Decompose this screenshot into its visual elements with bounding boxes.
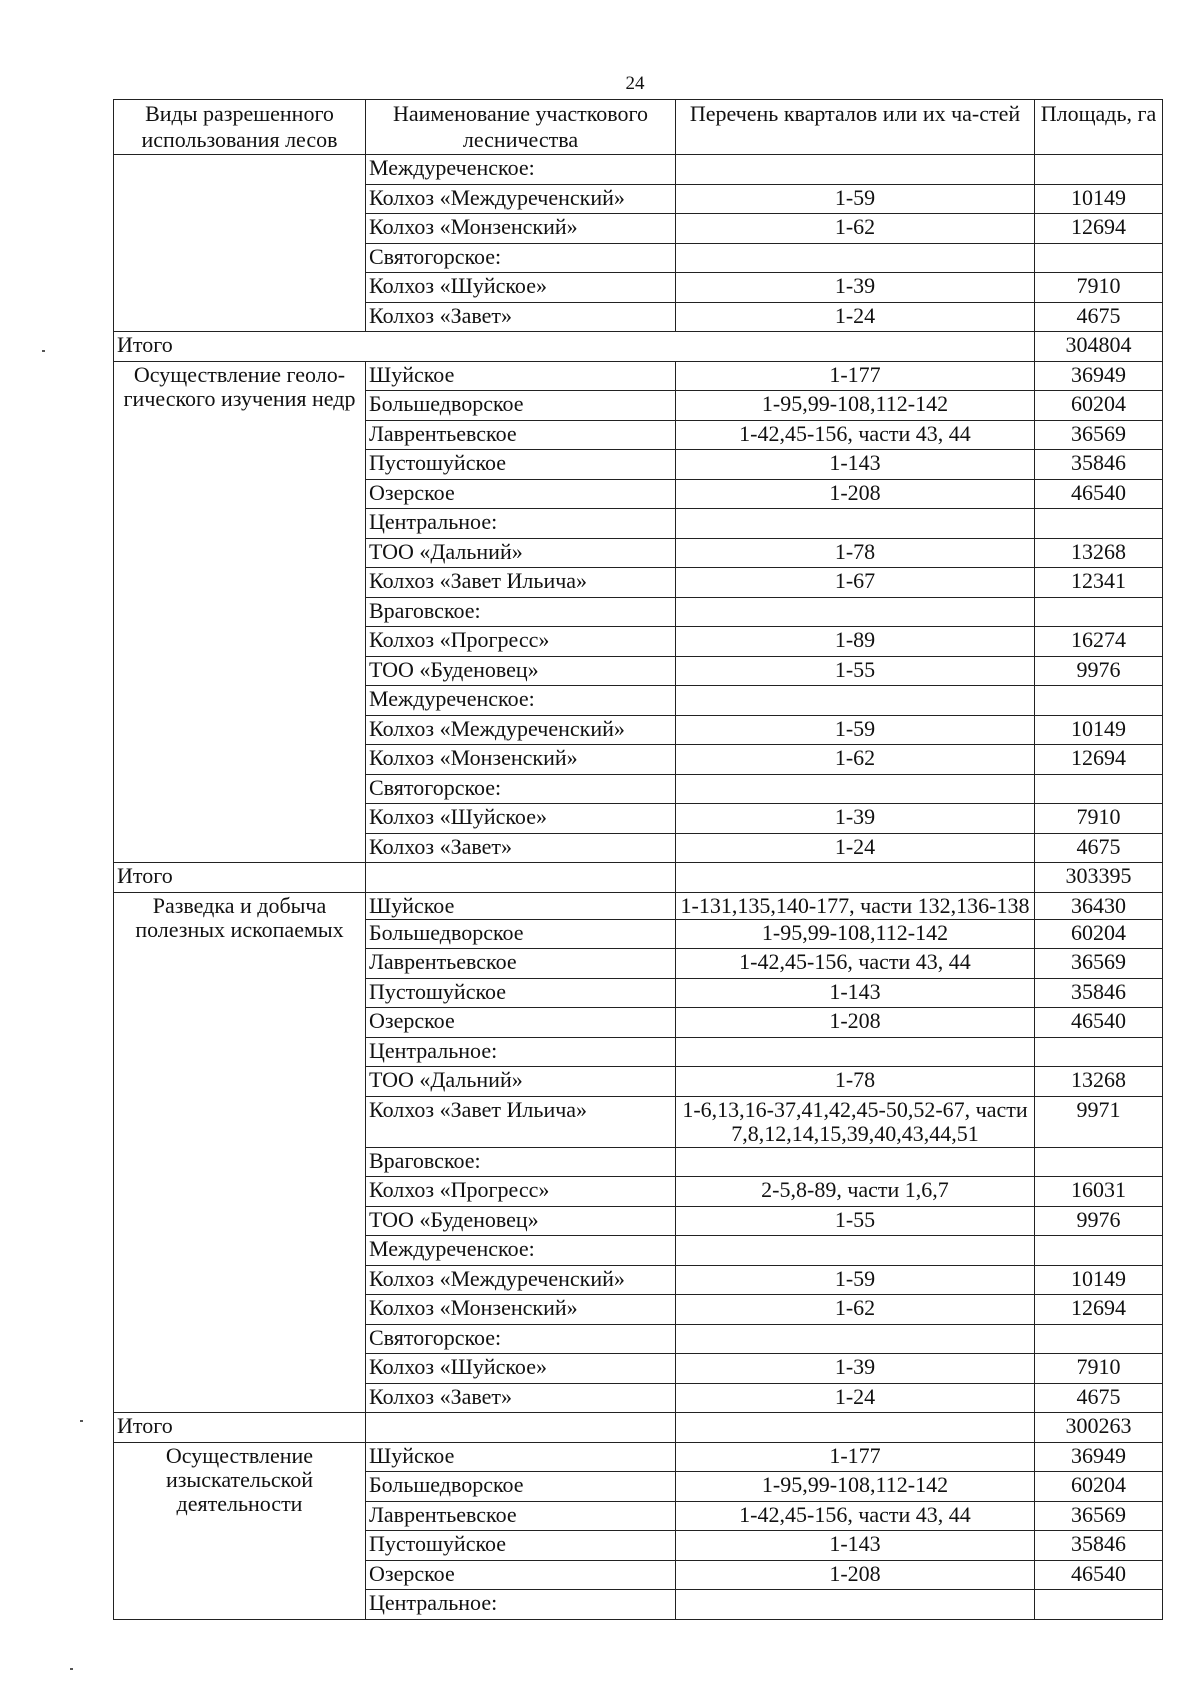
quarters-list: 2-5,8-89, части 1,6,7 xyxy=(676,1177,1035,1207)
forestry-name: Междуреченское: xyxy=(366,155,676,185)
area-value: 35846 xyxy=(1035,978,1163,1008)
total-area: 300263 xyxy=(1035,1413,1163,1443)
area-value: 10149 xyxy=(1035,1265,1163,1295)
area-value: 13268 xyxy=(1035,1067,1163,1097)
quarters-list xyxy=(676,686,1035,716)
quarters-list: 1-6,13,16-37,41,42,45-50,52-67, части 7,8,12,14,15,39,40,43,44,51 xyxy=(676,1096,1035,1147)
area-value xyxy=(1035,1324,1163,1354)
forestry-name: Колхоз «Междуреченский» xyxy=(366,1265,676,1295)
header-use: Виды разрешенного использования лесов xyxy=(114,100,366,155)
area-value: 60204 xyxy=(1035,391,1163,421)
forestry-name: Озерское xyxy=(366,479,676,509)
forestry-name: Святогорское: xyxy=(366,774,676,804)
quarters-list: 1-95,99-108,112-142 xyxy=(676,391,1035,421)
area-value: 36569 xyxy=(1035,1501,1163,1531)
forestry-name: Колхоз «Монзенский» xyxy=(366,214,676,244)
quarters-list xyxy=(676,774,1035,804)
forestry-name: Пустошуйское xyxy=(366,978,676,1008)
forestry-name: Шуйское xyxy=(366,1442,676,1472)
area-value: 7910 xyxy=(1035,273,1163,303)
total-area: 303395 xyxy=(1035,863,1163,893)
quarters-list: 1-143 xyxy=(676,450,1035,480)
area-value: 12694 xyxy=(1035,1295,1163,1325)
quarters-list: 1-143 xyxy=(676,978,1035,1008)
area-value: 16274 xyxy=(1035,627,1163,657)
quarters-list xyxy=(676,1037,1035,1067)
forestry-name: Центральное: xyxy=(366,1037,676,1067)
area-value xyxy=(1035,1037,1163,1067)
empty-cell xyxy=(366,1413,676,1443)
area-value xyxy=(1035,243,1163,273)
empty-cell xyxy=(676,1413,1035,1443)
forestry-name: Колхоз «Шуйское» xyxy=(366,804,676,834)
forestry-name: Междуреченское: xyxy=(366,1236,676,1266)
forestry-name: Колхоз «Монзенский» xyxy=(366,1295,676,1325)
quarters-list: 1-59 xyxy=(676,184,1035,214)
quarters-list: 1-24 xyxy=(676,833,1035,863)
area-value: 12341 xyxy=(1035,568,1163,598)
forestry-name: Большедворское xyxy=(366,391,676,421)
area-value: 4675 xyxy=(1035,833,1163,863)
area-value: 60204 xyxy=(1035,1472,1163,1502)
forestry-name: Колхоз «Завет» xyxy=(366,833,676,863)
table-body xyxy=(114,155,1163,1620)
header-forestry: Наименование участкового лесничества xyxy=(366,100,676,155)
scan-speck xyxy=(70,1668,73,1670)
forest-use-table xyxy=(113,99,1163,1620)
quarters-list xyxy=(676,243,1035,273)
area-value: 9976 xyxy=(1035,656,1163,686)
forestry-name: Колхоз «Междуреченский» xyxy=(366,715,676,745)
area-value: 46540 xyxy=(1035,479,1163,509)
total-label: Итого xyxy=(114,332,1035,362)
forestry-name: Центральное: xyxy=(366,1590,676,1620)
quarters-list: 1-24 xyxy=(676,1383,1035,1413)
quarters-list: 1-95,99-108,112-142 xyxy=(676,1472,1035,1502)
quarters-list xyxy=(676,1590,1035,1620)
area-value: 36949 xyxy=(1035,1442,1163,1472)
forestry-name: Пустошуйское xyxy=(366,1531,676,1561)
area-value xyxy=(1035,509,1163,539)
forestry-name: Большедворское xyxy=(366,1472,676,1502)
forestry-name: Большедворское xyxy=(366,919,676,949)
table-row xyxy=(114,1442,1163,1472)
forestry-name: Междуреченское: xyxy=(366,686,676,716)
forestry-name: Лаврентьевское xyxy=(366,1501,676,1531)
quarters-list: 1-42,45-156, части 43, 44 xyxy=(676,420,1035,450)
total-area: 304804 xyxy=(1035,332,1163,362)
quarters-list: 1-177 xyxy=(676,361,1035,391)
forestry-name: Шуйское xyxy=(366,361,676,391)
area-value: 35846 xyxy=(1035,1531,1163,1561)
forestry-name: Колхоз «Завет» xyxy=(366,1383,676,1413)
quarters-list: 1-67 xyxy=(676,568,1035,598)
forestry-name: ТОО «Дальний» xyxy=(366,538,676,568)
quarters-list: 1-62 xyxy=(676,745,1035,775)
area-value: 16031 xyxy=(1035,1177,1163,1207)
quarters-list: 1-143 xyxy=(676,1531,1035,1561)
forestry-name: Колхоз «Завет Ильича» xyxy=(366,1096,676,1147)
area-value: 36569 xyxy=(1035,420,1163,450)
area-value: 46540 xyxy=(1035,1008,1163,1038)
quarters-list: 1-78 xyxy=(676,538,1035,568)
area-value: 4675 xyxy=(1035,1383,1163,1413)
quarters-list: 1-89 xyxy=(676,627,1035,657)
total-label: Итого xyxy=(114,1413,366,1443)
quarters-list xyxy=(676,597,1035,627)
use-type-cell: Осуществление геоло-гического изучения недр xyxy=(114,361,366,863)
quarters-list xyxy=(676,1147,1035,1177)
quarters-list: 1-177 xyxy=(676,1442,1035,1472)
area-value: 10149 xyxy=(1035,184,1163,214)
forestry-name: Враговское: xyxy=(366,597,676,627)
area-value xyxy=(1035,686,1163,716)
quarters-list: 1-39 xyxy=(676,1354,1035,1384)
forestry-name: ТОО «Буденовец» xyxy=(366,1206,676,1236)
quarters-list: 1-55 xyxy=(676,1206,1035,1236)
area-value: 9976 xyxy=(1035,1206,1163,1236)
page-number: 24 xyxy=(625,73,645,94)
forestry-name: Озерское xyxy=(366,1560,676,1590)
area-value: 12694 xyxy=(1035,745,1163,775)
quarters-list: 1-24 xyxy=(676,302,1035,332)
forestry-name: Шуйское xyxy=(366,892,676,919)
forestry-name: Колхоз «Шуйское» xyxy=(366,1354,676,1384)
quarters-list: 1-208 xyxy=(676,1560,1035,1590)
forestry-name: ТОО «Буденовец» xyxy=(366,656,676,686)
quarters-list: 1-59 xyxy=(676,1265,1035,1295)
use-type-cell: Осуществление изыскательской деятельности xyxy=(114,1442,366,1619)
area-value: 7910 xyxy=(1035,1354,1163,1384)
area-value: 7910 xyxy=(1035,804,1163,834)
empty-cell xyxy=(676,863,1035,893)
area-value xyxy=(1035,1236,1163,1266)
forestry-name: Колхоз «Прогресс» xyxy=(366,627,676,657)
quarters-list: 1-95,99-108,112-142 xyxy=(676,919,1035,949)
quarters-list: 1-131,135,140-177, части 132,136-138 xyxy=(676,892,1035,919)
total-row xyxy=(114,863,1163,893)
forestry-name: Враговское: xyxy=(366,1147,676,1177)
scan-speck xyxy=(80,1420,83,1422)
quarters-list: 1-62 xyxy=(676,214,1035,244)
quarters-list xyxy=(676,1324,1035,1354)
table-row xyxy=(114,155,1163,185)
quarters-list: 1-55 xyxy=(676,656,1035,686)
forestry-name: Колхоз «Междуреченский» xyxy=(366,184,676,214)
area-value: 36949 xyxy=(1035,361,1163,391)
quarters-list xyxy=(676,155,1035,185)
forestry-name: Центральное: xyxy=(366,509,676,539)
forestry-name: Колхоз «Монзенский» xyxy=(366,745,676,775)
total-row xyxy=(114,1413,1163,1443)
quarters-list xyxy=(676,1236,1035,1266)
area-value: 60204 xyxy=(1035,919,1163,949)
quarters-list: 1-62 xyxy=(676,1295,1035,1325)
quarters-list: 1-208 xyxy=(676,1008,1035,1038)
use-cell-continued xyxy=(114,155,366,332)
use-type-cell: Разведка и добыча полезных ископаемых xyxy=(114,892,366,1413)
empty-cell xyxy=(366,863,676,893)
area-value: 13268 xyxy=(1035,538,1163,568)
total-row xyxy=(114,332,1163,362)
area-value: 4675 xyxy=(1035,302,1163,332)
quarters-list xyxy=(676,509,1035,539)
forestry-name: Колхоз «Прогресс» xyxy=(366,1177,676,1207)
quarters-list: 1-208 xyxy=(676,479,1035,509)
quarters-list: 1-39 xyxy=(676,273,1035,303)
forestry-name: Озерское xyxy=(366,1008,676,1038)
table-header-row xyxy=(114,100,1163,155)
area-value: 36430 xyxy=(1035,892,1163,919)
quarters-list: 1-59 xyxy=(676,715,1035,745)
forestry-name: Лаврентьевское xyxy=(366,949,676,979)
header-quarters: Перечень кварталов или их ча-стей xyxy=(676,100,1035,155)
area-value: 10149 xyxy=(1035,715,1163,745)
quarters-list: 1-42,45-156, части 43, 44 xyxy=(676,1501,1035,1531)
area-value: 9971 xyxy=(1035,1096,1163,1147)
forestry-name: Колхоз «Завет» xyxy=(366,302,676,332)
forestry-name: ТОО «Дальний» xyxy=(366,1067,676,1097)
forestry-name: Лаврентьевское xyxy=(366,420,676,450)
total-label: Итого xyxy=(114,863,366,893)
area-value: 36569 xyxy=(1035,949,1163,979)
forestry-name: Колхоз «Шуйское» xyxy=(366,273,676,303)
area-value: 12694 xyxy=(1035,214,1163,244)
area-value xyxy=(1035,597,1163,627)
area-value xyxy=(1035,774,1163,804)
quarters-list: 1-39 xyxy=(676,804,1035,834)
area-value: 46540 xyxy=(1035,1560,1163,1590)
quarters-list: 1-42,45-156, части 43, 44 xyxy=(676,949,1035,979)
forestry-name: Святогорское: xyxy=(366,243,676,273)
area-value xyxy=(1035,155,1163,185)
area-value xyxy=(1035,1590,1163,1620)
scan-speck xyxy=(42,350,45,352)
header-area: Площадь, га xyxy=(1035,100,1163,155)
area-value: 35846 xyxy=(1035,450,1163,480)
forestry-name: Колхоз «Завет Ильича» xyxy=(366,568,676,598)
area-value xyxy=(1035,1147,1163,1177)
forestry-name: Святогорское: xyxy=(366,1324,676,1354)
quarters-list: 1-78 xyxy=(676,1067,1035,1097)
table-row xyxy=(114,892,1163,919)
forestry-name: Пустошуйское xyxy=(366,450,676,480)
table-row xyxy=(114,361,1163,391)
